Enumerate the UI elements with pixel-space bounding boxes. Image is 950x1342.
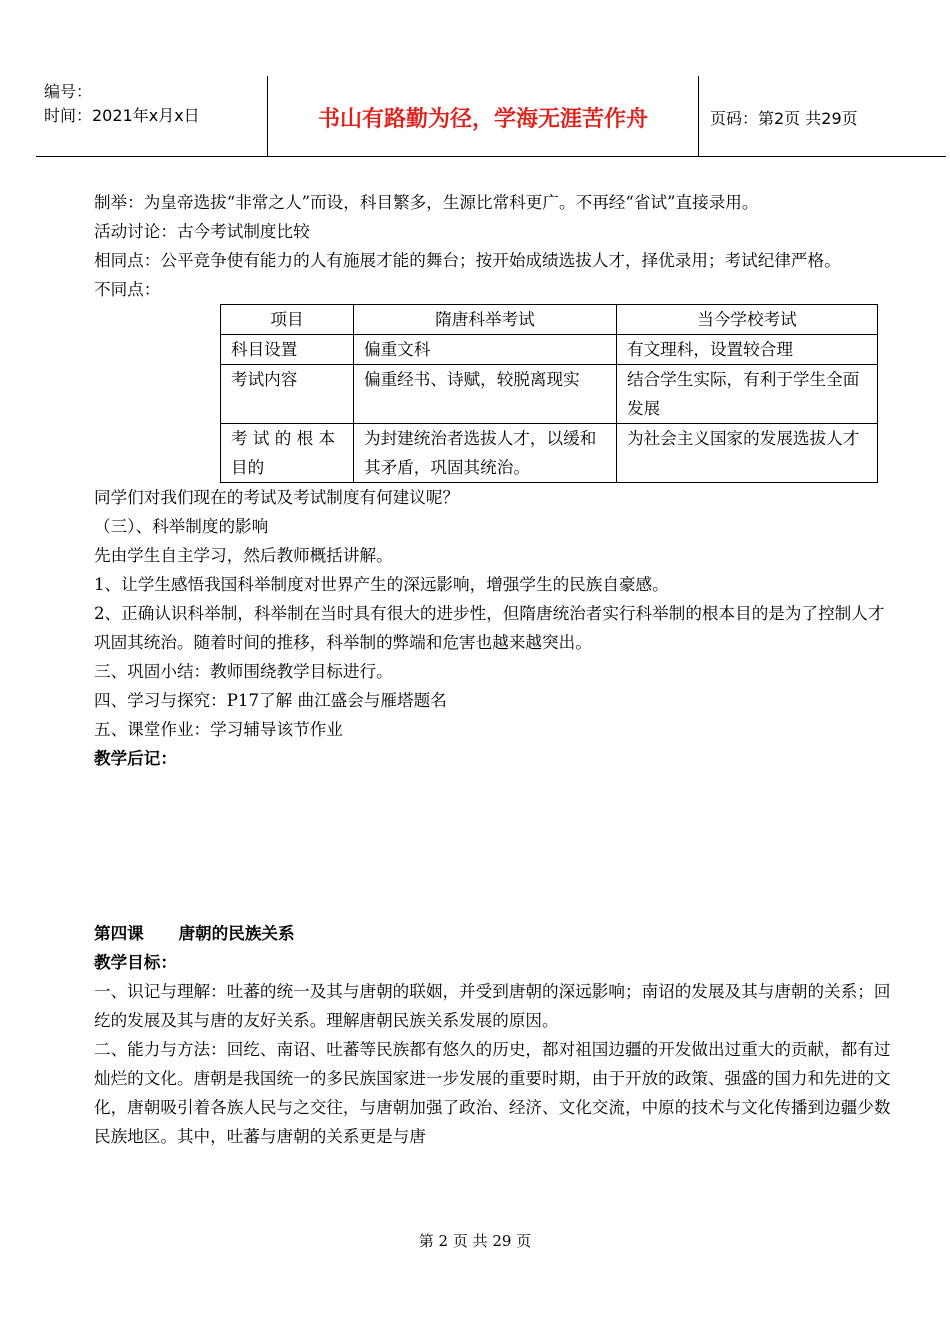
table-cell: 有文理科，设置较合理 bbox=[617, 335, 878, 365]
paragraph: 一、识记与理解：吐蕃的统一及其与唐朝的联姻，并受到唐朝的深远影响；南诏的发展及其与唐朝的关系；回纥的发展及其与唐的友好关系。理解唐朝民族关系发展的原因。 bbox=[94, 982, 891, 1030]
table-header-cell: 当今学校考试 bbox=[617, 305, 878, 335]
table-row bbox=[221, 335, 878, 365]
table-cell: 为社会主义国家的发展选拔人才 bbox=[617, 424, 878, 483]
paragraph: 五、课堂作业：学习辅导该节作业 bbox=[94, 720, 343, 739]
table-header-cell: 隋唐科举考试 bbox=[354, 305, 617, 335]
table-header-cell: 项目 bbox=[221, 305, 354, 335]
time-label: 时间：2021年x月x日 bbox=[44, 106, 200, 125]
table-cell: 考试内容 bbox=[221, 365, 354, 424]
paragraph: 四、学习与探究：P17了解 曲江盛会与雁塔题名 bbox=[94, 691, 447, 710]
paragraph: 三、巩固小结：教师围绕教学目标进行。 bbox=[94, 662, 393, 681]
table-cell: 偏重经书、诗赋，较脱离现实 bbox=[354, 365, 617, 424]
paragraph: 2、正确认识科举制，科举制在当时具有很大的进步性，但隋唐统治者实行科举制的根本目的是为了控制人才巩固其统治。随着时间的推移，科举制的弊端和危害也越来越突出。 bbox=[94, 604, 885, 652]
section-heading: （三）、科举制度的影响 bbox=[94, 517, 269, 536]
objectives-heading: 教学目标： bbox=[94, 953, 177, 972]
paragraph: 制举：为皇帝选拔“非常之人”而设，科目繁多，生源比常科更广。不再经“省试”直接录用。 bbox=[94, 193, 759, 212]
page-header bbox=[36, 76, 946, 157]
header-divider bbox=[698, 76, 699, 156]
blank-space bbox=[94, 773, 896, 919]
teaching-notes-heading: 教学后记： bbox=[94, 749, 177, 768]
table-cell: 为封建统治者选拔人才，以缓和其矛盾，巩固其统治。 bbox=[354, 424, 617, 483]
table-cell: 偏重文科 bbox=[354, 335, 617, 365]
table-header-row bbox=[221, 305, 878, 335]
number-label: 编号： bbox=[44, 82, 93, 101]
paragraph: 相同点：公平竞争使有能力的人有施展才能的舞台；按开始成绩选拔人才，择优录用；考试纪律严格。 bbox=[94, 251, 841, 270]
paragraph: 同学们对我们现在的考试及考试制度有何建议呢？ bbox=[94, 488, 460, 507]
page-footer: 第 2 页 共 29 页 bbox=[418, 1232, 532, 1250]
table-cell: 结合学生实际，有利于学生全面发展 bbox=[617, 365, 878, 424]
paragraph: 1、让学生感悟我国科举制度对世界产生的深远影响，增强学生的民族自豪感。 bbox=[94, 575, 669, 594]
table-cell: 考 试 的 根 本 目的 bbox=[221, 424, 354, 483]
paragraph: 活动讨论：古今考试制度比较 bbox=[94, 222, 310, 241]
table-row bbox=[221, 365, 878, 424]
header-left bbox=[44, 80, 200, 128]
header-motto: 书山有路勤为径，学海无涯苦作舟 bbox=[317, 107, 648, 132]
header-page-label: 页码：第2页 共29页 bbox=[710, 109, 858, 128]
table-row bbox=[221, 424, 878, 483]
lesson-title: 第四课 唐朝的民族关系 bbox=[94, 924, 295, 943]
paragraph: 不同点： bbox=[94, 280, 161, 299]
document-body bbox=[94, 188, 896, 1151]
comparison-table bbox=[220, 304, 878, 483]
paragraph: 二、能力与方法：回纥、南诏、吐蕃等民族都有悠久的历史，都对祖国边疆的开发做出过重大的贡献，都有过灿烂的文化。唐朝是我国统一的多民族国家进一步发展的重要时期，由于开放的政策、强盛的国力和先进的文化，唐朝吸引着各族人民与之交往，与唐朝加强了政治、经济、文化交流，中原的技术与文化传播到边疆少数民族地区。其中，吐蕃与唐朝的关系更是与唐 bbox=[94, 1040, 891, 1146]
table-cell: 科目设置 bbox=[221, 335, 354, 365]
paragraph: 先由学生自主学习，然后教师概括讲解。 bbox=[94, 546, 393, 565]
